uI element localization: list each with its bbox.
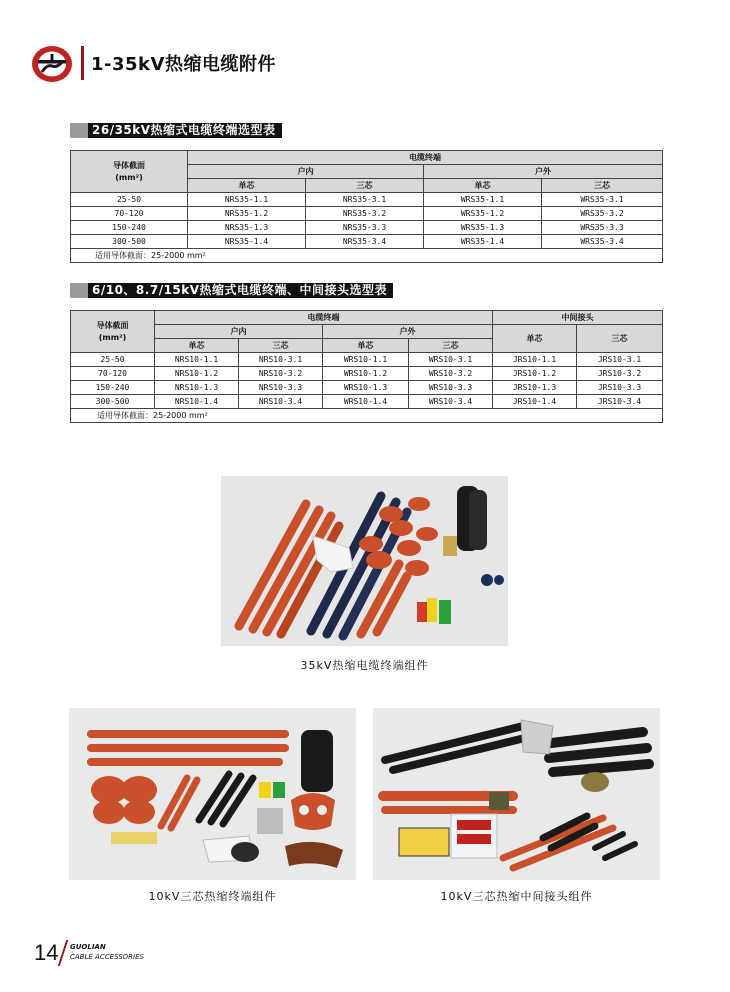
company-logo-icon xyxy=(30,44,74,84)
table-cell: NRS35-3.1 xyxy=(306,193,424,207)
header-single-core: 单芯 xyxy=(424,179,542,193)
footer-brand-tagline: CABLE ACCESSORIES xyxy=(70,953,144,961)
table-cell: WRS10-3.1 xyxy=(409,353,493,367)
col-header-section xyxy=(71,151,188,193)
col-header-section-label: 导体截面 xyxy=(96,320,129,330)
section2-heading xyxy=(70,283,393,298)
sub-header-indoor: 户内 xyxy=(155,325,323,339)
table-cell: 300-500 xyxy=(71,235,188,249)
table-cell: WRS35-1.3 xyxy=(424,221,542,235)
heading-accent xyxy=(70,283,88,298)
section1-heading xyxy=(70,123,282,138)
header-single-core: 单芯 xyxy=(188,179,306,193)
table-cell: WRS35-1.4 xyxy=(424,235,542,249)
table-cell: WRS10-3.4 xyxy=(409,395,493,409)
table-cell: 300-500 xyxy=(71,395,155,409)
sub-header-indoor: 户内 xyxy=(188,165,424,179)
table-row xyxy=(71,221,663,235)
photo-caption-10kv-terminal: 10kV三芯热缩终端组件 xyxy=(148,890,277,903)
table-cell: JRS10-3.2 xyxy=(577,367,663,381)
sub-header-outdoor: 户外 xyxy=(323,325,493,339)
table-cell: 150-240 xyxy=(71,221,188,235)
table-cell: 70-120 xyxy=(71,367,155,381)
section2-heading-label: 6/10、8.7/15kV热缩式电缆终端、中间接头选型表 xyxy=(88,283,393,298)
table-cell: NRS10-1.3 xyxy=(155,381,239,395)
table-cell: 150-240 xyxy=(71,381,155,395)
table-cell: WRS10-3.3 xyxy=(409,381,493,395)
table-cell: WRS35-3.4 xyxy=(542,235,663,249)
sub-header-outdoor: 户外 xyxy=(424,165,663,179)
table-cell: NRS35-3.4 xyxy=(306,235,424,249)
product-photo-10kv-joint xyxy=(373,708,660,880)
heading-accent xyxy=(70,123,88,138)
table-cell: JRS10-3.4 xyxy=(577,395,663,409)
table-note: 适用导体截面：25-2000 mm² xyxy=(71,409,663,423)
col-header-unit: (mm²) xyxy=(115,172,143,182)
table-cell: WRS10-3.2 xyxy=(409,367,493,381)
table-cell: NRS10-3.3 xyxy=(239,381,323,395)
table-cell: JRS10-1.4 xyxy=(493,395,577,409)
table-cell: NRS35-1.2 xyxy=(188,207,306,221)
table-cell: WRS10-1.2 xyxy=(323,367,409,381)
footer-slash xyxy=(58,940,68,966)
table-cell: WRS35-3.1 xyxy=(542,193,663,207)
table-cell: JRS10-1.2 xyxy=(493,367,577,381)
section1-heading-label: 26/35kV热缩式电缆终端选型表 xyxy=(88,123,282,138)
table-cell: WRS35-1.2 xyxy=(424,207,542,221)
group-header-terminal: 电缆终端 xyxy=(188,151,663,165)
table-cell: NRS35-3.3 xyxy=(306,221,424,235)
header-three-core: 三芯 xyxy=(542,179,663,193)
footer-brand-name: GUOLIAN xyxy=(70,943,106,951)
header-three-core: 三芯 xyxy=(577,325,663,353)
table-cell: NRS10-3.2 xyxy=(239,367,323,381)
table-row xyxy=(71,235,663,249)
table-cell: 25-50 xyxy=(71,193,188,207)
table-cell: NRS10-3.4 xyxy=(239,395,323,409)
table-cell: NRS35-1.4 xyxy=(188,235,306,249)
table-cell: WRS35-3.3 xyxy=(542,221,663,235)
table-cell: 70-120 xyxy=(71,207,188,221)
table-cell: NRS35-3.2 xyxy=(306,207,424,221)
group-header-joint: 中间接头 xyxy=(493,311,663,325)
photo-caption-35kv: 35kV热缩电缆终端组件 xyxy=(300,659,429,672)
col-header-section-label: 导体截面 xyxy=(113,160,145,170)
table-cell: NRS35-1.3 xyxy=(188,221,306,235)
table-cell: JRS10-1.3 xyxy=(493,381,577,395)
table-cell: WRS10-1.1 xyxy=(323,353,409,367)
header-single-core: 单芯 xyxy=(493,325,577,353)
table-row xyxy=(71,395,663,409)
table-cell: WRS10-1.4 xyxy=(323,395,409,409)
table-cell: WRS35-1.1 xyxy=(424,193,542,207)
header-three-core: 三芯 xyxy=(239,339,323,353)
table-cell: JRS10-3.3 xyxy=(577,381,663,395)
col-header-section xyxy=(71,311,155,353)
table-cell: WRS35-3.2 xyxy=(542,207,663,221)
table-row xyxy=(71,381,663,395)
header-single-core: 单芯 xyxy=(323,339,409,353)
table-row xyxy=(71,193,663,207)
table-cell: NRS10-3.1 xyxy=(239,353,323,367)
table-10kv xyxy=(70,310,663,423)
photo-caption-10kv-joint: 10kV三芯热缩中间接头组件 xyxy=(440,890,593,903)
table-cell: NRS35-1.1 xyxy=(188,193,306,207)
col-header-unit: (mm²) xyxy=(98,332,127,342)
table-row xyxy=(71,353,663,367)
product-photo-35kv-terminal xyxy=(221,476,508,646)
table-35kv xyxy=(70,150,663,263)
header-three-core: 三芯 xyxy=(306,179,424,193)
page-number: 14 xyxy=(34,940,59,965)
table-row xyxy=(71,367,663,381)
product-photo-10kv-terminal xyxy=(69,708,356,880)
table-cell: WRS10-1.3 xyxy=(323,381,409,395)
table-cell: JRS10-3.1 xyxy=(577,353,663,367)
table-cell: 25-50 xyxy=(71,353,155,367)
table-cell: JRS10-1.1 xyxy=(493,353,577,367)
table-row xyxy=(71,207,663,221)
page-title: 1-35kV热缩电缆附件 xyxy=(91,54,276,75)
title-divider xyxy=(81,46,84,80)
group-header-terminal: 电缆终端 xyxy=(155,311,493,325)
table-cell: NRS10-1.4 xyxy=(155,395,239,409)
table-note: 适用导体截面：25-2000 mm² xyxy=(71,249,663,263)
table-cell: NRS10-1.2 xyxy=(155,367,239,381)
header-single-core: 单芯 xyxy=(155,339,239,353)
header-three-core: 三芯 xyxy=(409,339,493,353)
table-cell: NRS10-1.1 xyxy=(155,353,239,367)
